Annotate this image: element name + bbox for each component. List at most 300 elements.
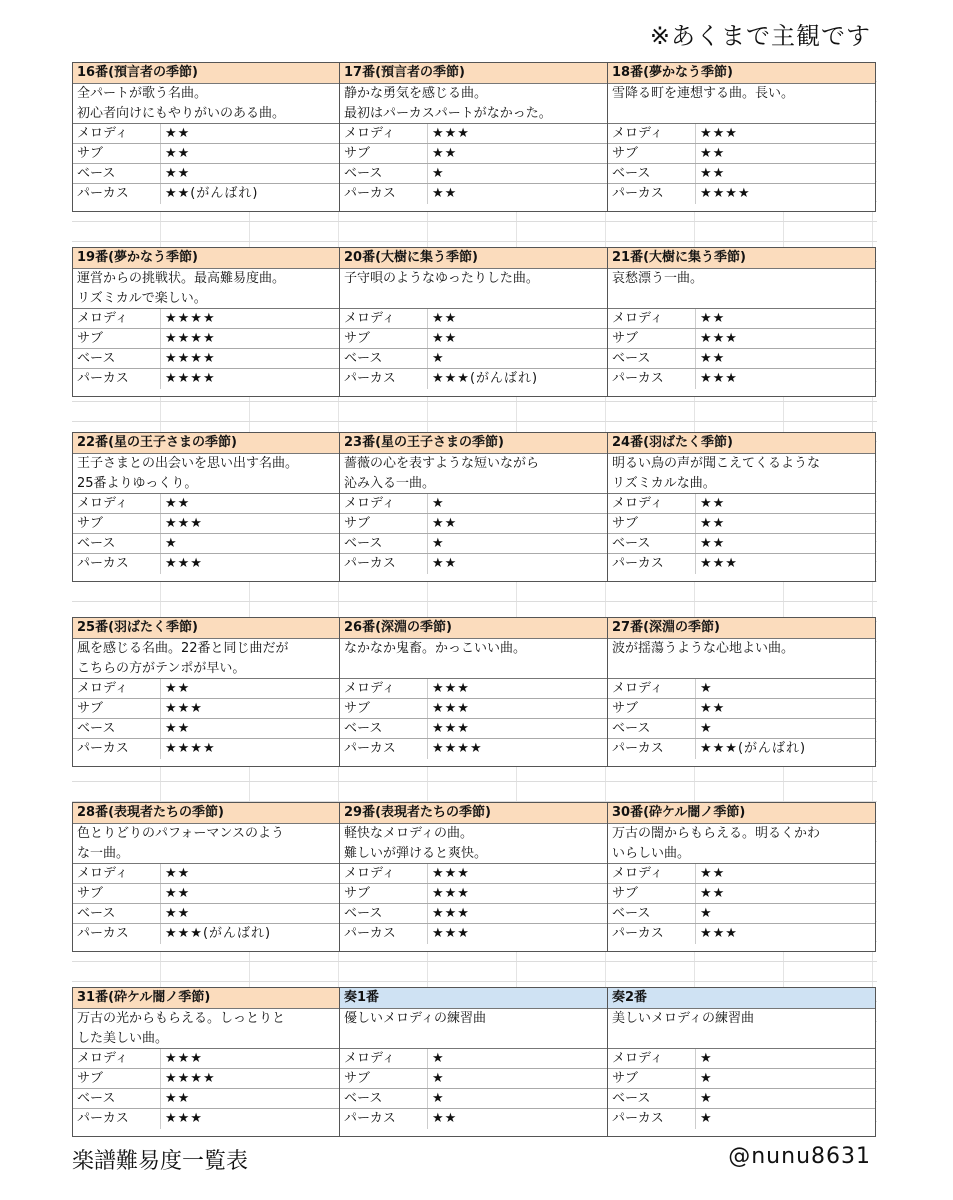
- part-label: サブ: [73, 1069, 161, 1088]
- song-title: 17番(預言者の季節): [340, 63, 607, 84]
- star-rating: ★★★: [165, 556, 203, 571]
- rating-row-sub: [73, 1069, 339, 1089]
- song-title: 18番(夢かなう季節): [608, 63, 875, 84]
- song-card: [607, 987, 876, 1137]
- star-rating: ★★★: [432, 701, 470, 716]
- song-card: [72, 802, 340, 952]
- part-label: メロディ: [340, 864, 428, 883]
- description-line: 軽快なメロディの曲。: [344, 826, 473, 841]
- star-rating: ★★★: [700, 126, 738, 141]
- rating-row-melody: [608, 309, 875, 329]
- song-title: 16番(預言者の季節): [73, 63, 339, 84]
- part-label: メロディ: [73, 1049, 161, 1068]
- star-rating: ★★★: [165, 516, 203, 531]
- star-rating: ★★★: [432, 906, 470, 921]
- song-card: [607, 802, 876, 952]
- star-rating: ★★: [165, 681, 191, 696]
- rating-row-melody: [608, 679, 875, 699]
- star-rating: ★★: [165, 866, 191, 881]
- star-rating: ★★★: [432, 886, 470, 901]
- song-card: [72, 62, 340, 212]
- song-title: 25番(羽ばたく季節): [73, 618, 339, 639]
- description-line: 運営からの挑戦状。最高難易度曲。: [77, 271, 286, 286]
- part-label: メロディ: [73, 124, 161, 143]
- song-description: [340, 639, 607, 679]
- part-label: パーカス: [340, 739, 428, 759]
- song-card: [607, 247, 876, 397]
- rating-row-perc: [340, 554, 607, 574]
- star-rating: ★★: [700, 866, 726, 881]
- part-label: メロディ: [73, 494, 161, 513]
- part-label: メロディ: [73, 679, 161, 698]
- part-label: パーカス: [73, 924, 161, 944]
- star-rating: ★: [700, 681, 713, 696]
- song-title: 21番(大樹に集う季節): [608, 248, 875, 269]
- part-label: サブ: [340, 329, 428, 348]
- rating-row-melody: [73, 864, 339, 884]
- description-line: [612, 104, 875, 124]
- description-line: 美しいメロディの練習曲: [612, 1011, 754, 1026]
- song-card: [72, 617, 340, 767]
- song-title: 19番(夢かなう季節): [73, 248, 339, 269]
- rating-row-bass: [340, 534, 607, 554]
- star-rating: ★: [432, 536, 445, 551]
- star-rating: ★: [165, 536, 178, 551]
- part-label: ベース: [340, 1089, 428, 1108]
- star-rating: ★★: [432, 556, 458, 571]
- description-line: 難しいが弾けると爽快。: [344, 846, 488, 861]
- description-line: 明るい鳥の声が聞こえてくるような: [612, 456, 821, 471]
- star-rating: ★★★: [432, 866, 470, 881]
- rating-row-melody: [340, 124, 607, 144]
- star-rating: ★★★★: [165, 351, 216, 366]
- star-rating: ★★: [700, 496, 726, 511]
- rating-row-perc: [73, 184, 339, 204]
- sheet-caption: 楽譜難易度一覧表: [72, 1149, 249, 1174]
- part-label: メロディ: [340, 1049, 428, 1068]
- rating-row-bass: [340, 719, 607, 739]
- song-card: [72, 432, 340, 582]
- star-rating: ★★: [165, 906, 191, 921]
- star-rating: ★: [432, 1071, 445, 1086]
- star-rating: ★★★★: [165, 1071, 216, 1086]
- star-rating: ★★★: [432, 681, 470, 696]
- rating-row-sub: [340, 144, 607, 164]
- star-rating: ★: [700, 1091, 713, 1106]
- rating-row-melody: [73, 494, 339, 514]
- rating-row-bass: [608, 719, 875, 739]
- song-description: [608, 454, 875, 494]
- song-title: 奏2番: [608, 988, 875, 1009]
- rating-row-sub: [73, 514, 339, 534]
- description-line: な一曲。: [77, 846, 130, 861]
- rating-row-sub: [608, 514, 875, 534]
- description-line: 最初はパーカスパートがなかった。: [344, 106, 552, 121]
- part-label: ベース: [608, 1089, 696, 1108]
- description-line: 優しいメロディの練習曲: [344, 1011, 486, 1026]
- star-rating: ★★: [165, 721, 191, 736]
- star-rating: ★★: [165, 886, 191, 901]
- star-rating: ★★: [700, 166, 726, 181]
- part-label: ベース: [608, 164, 696, 183]
- description-line: 雪降る町を連想する曲。長い。: [612, 86, 795, 101]
- description-line: 波が揺蕩うような心地よい曲。: [612, 641, 795, 656]
- rating-row-melody: [340, 309, 607, 329]
- rating-row-sub: [73, 884, 339, 904]
- part-label: パーカス: [73, 1109, 161, 1129]
- star-rating: ★★★: [432, 126, 470, 141]
- song-description: [340, 454, 607, 494]
- rating-row-melody: [608, 864, 875, 884]
- description-line: 子守唄のようなゆったりした曲。: [344, 271, 539, 286]
- part-label: パーカス: [340, 184, 428, 204]
- description-line: [612, 659, 875, 679]
- song-description: [340, 824, 607, 864]
- rating-row-melody: [608, 1049, 875, 1069]
- song-description: [73, 269, 339, 309]
- rating-row-perc: [340, 1109, 607, 1129]
- star-rating: ★★: [165, 496, 191, 511]
- part-label: サブ: [73, 884, 161, 903]
- part-label: サブ: [73, 144, 161, 163]
- part-label: パーカス: [608, 554, 696, 574]
- star-rating: ★★: [700, 311, 726, 326]
- part-label: サブ: [73, 699, 161, 718]
- description-line: なかなか鬼畜。かっこいい曲。: [344, 641, 527, 656]
- part-label: ベース: [73, 719, 161, 738]
- part-label: メロディ: [73, 864, 161, 883]
- song-card: [339, 62, 608, 212]
- part-label: メロディ: [340, 124, 428, 143]
- part-label: パーカス: [608, 184, 696, 204]
- description-line: 沁み入る一曲。: [344, 476, 436, 491]
- rating-row-bass: [73, 164, 339, 184]
- song-title: 24番(羽ばたく季節): [608, 433, 875, 454]
- star-rating: ★★★★: [432, 741, 483, 756]
- rating-row-sub: [73, 144, 339, 164]
- song-description: [340, 1009, 607, 1049]
- rating-row-sub: [340, 1069, 607, 1089]
- star-rating: ★: [432, 1091, 445, 1106]
- rating-row-perc: [608, 1109, 875, 1129]
- description-line: [344, 289, 607, 309]
- star-rating: ★★: [432, 311, 458, 326]
- description-line: リズミカルで楽しい。: [77, 291, 207, 306]
- description-line: 全パートが歌う名曲。: [77, 86, 208, 101]
- part-label: ベース: [608, 904, 696, 923]
- star-rating: ★★★: [165, 1051, 203, 1066]
- rating-row-perc: [73, 554, 339, 574]
- part-label: メロディ: [340, 679, 428, 698]
- part-label: パーカス: [608, 739, 696, 759]
- rating-row-sub: [608, 144, 875, 164]
- song-description: [73, 454, 339, 494]
- part-label: サブ: [340, 699, 428, 718]
- part-label: サブ: [73, 329, 161, 348]
- song-description: [608, 269, 875, 309]
- song-title: 27番(深淵の季節): [608, 618, 875, 639]
- part-label: サブ: [608, 699, 696, 718]
- song-card: [339, 617, 608, 767]
- star-rating: ★★★(がんばれ): [165, 926, 272, 941]
- part-label: パーカス: [608, 924, 696, 944]
- song-title: 20番(大樹に集う季節): [340, 248, 607, 269]
- part-label: メロディ: [73, 309, 161, 328]
- song-title: 29番(表現者たちの季節): [340, 803, 607, 824]
- star-rating: ★★: [700, 536, 726, 551]
- part-label: ベース: [73, 349, 161, 368]
- part-label: ベース: [73, 534, 161, 553]
- part-label: サブ: [608, 144, 696, 163]
- description-line: 25番よりゆっくり。: [77, 476, 198, 491]
- rating-row-sub: [608, 884, 875, 904]
- description-line: [344, 1029, 607, 1049]
- star-rating: ★★★: [700, 556, 738, 571]
- description-line: こちらの方がテンポが早い。: [77, 661, 246, 676]
- song-title: 31番(砕ケル闇ノ季節): [73, 988, 339, 1009]
- rating-row-bass: [73, 904, 339, 924]
- rating-row-perc: [608, 369, 875, 389]
- star-rating: ★★★: [700, 926, 738, 941]
- star-rating: ★★★★: [165, 331, 216, 346]
- part-label: パーカス: [340, 924, 428, 944]
- rating-row-perc: [73, 1109, 339, 1129]
- part-label: ベース: [340, 904, 428, 923]
- description-line: 色とりどりのパフォーマンスのよう: [77, 826, 284, 841]
- song-grid: [72, 62, 876, 1137]
- description-line: [344, 659, 607, 679]
- song-description: [73, 1009, 339, 1049]
- rating-row-bass: [340, 904, 607, 924]
- star-rating: ★★: [700, 886, 726, 901]
- rating-row-perc: [340, 184, 607, 204]
- song-description: [608, 1009, 875, 1049]
- rating-row-melody: [608, 124, 875, 144]
- star-rating: ★★: [165, 166, 191, 181]
- part-label: パーカス: [608, 1109, 696, 1129]
- disclaimer-note: ※あくまで主観です: [649, 22, 871, 50]
- star-rating: ★★★: [432, 926, 470, 941]
- rating-row-bass: [73, 349, 339, 369]
- part-label: サブ: [340, 884, 428, 903]
- part-label: ベース: [73, 164, 161, 183]
- song-description: [340, 269, 607, 309]
- song-card: [72, 247, 340, 397]
- rating-row-melody: [73, 1049, 339, 1069]
- rating-row-bass: [340, 164, 607, 184]
- part-label: サブ: [340, 144, 428, 163]
- song-title: 30番(砕ケル闇ノ季節): [608, 803, 875, 824]
- part-label: パーカス: [340, 554, 428, 574]
- part-label: サブ: [608, 329, 696, 348]
- rating-row-bass: [73, 534, 339, 554]
- description-line: [612, 289, 875, 309]
- description-line: 薔薇の心を表すような短いながら: [344, 456, 540, 471]
- star-rating: ★★: [165, 126, 191, 141]
- star-rating: ★★★: [432, 721, 470, 736]
- rating-row-perc: [608, 554, 875, 574]
- star-rating: ★: [700, 1111, 713, 1126]
- rating-row-bass: [608, 349, 875, 369]
- song-description: [340, 84, 607, 124]
- star-rating: ★★: [700, 701, 726, 716]
- part-label: パーカス: [340, 1109, 428, 1129]
- rating-row-sub: [608, 699, 875, 719]
- star-rating: ★★★: [165, 701, 203, 716]
- rating-row-sub: [340, 329, 607, 349]
- rating-row-sub: [340, 699, 607, 719]
- star-rating: ★: [432, 1051, 445, 1066]
- part-label: メロディ: [608, 864, 696, 883]
- star-rating: ★: [432, 351, 445, 366]
- star-rating: ★★: [432, 331, 458, 346]
- song-card: [339, 987, 608, 1137]
- song-description: [73, 84, 339, 124]
- part-label: サブ: [608, 1069, 696, 1088]
- description-line: した美しい曲。: [77, 1031, 169, 1046]
- part-label: サブ: [340, 1069, 428, 1088]
- star-rating: ★★★(がんばれ): [432, 371, 539, 386]
- part-label: サブ: [73, 514, 161, 533]
- part-label: パーカス: [73, 554, 161, 574]
- part-label: ベース: [340, 719, 428, 738]
- song-title: 28番(表現者たちの季節): [73, 803, 339, 824]
- star-rating: ★★★★: [165, 311, 216, 326]
- part-label: パーカス: [73, 184, 161, 204]
- spreadsheet: [72, 62, 877, 1130]
- star-rating: ★★(がんばれ): [165, 186, 259, 201]
- song-description: [608, 639, 875, 679]
- star-rating: ★★: [700, 351, 726, 366]
- rating-row-bass: [608, 534, 875, 554]
- song-card: [607, 62, 876, 212]
- description-line: 静かな勇気を感じる曲。: [344, 86, 488, 101]
- part-label: メロディ: [608, 1049, 696, 1068]
- song-card: [339, 247, 608, 397]
- part-label: ベース: [73, 1089, 161, 1108]
- song-title: 26番(深淵の季節): [340, 618, 607, 639]
- star-rating: ★★: [432, 146, 458, 161]
- part-label: メロディ: [608, 309, 696, 328]
- rating-row-melody: [608, 494, 875, 514]
- rating-row-melody: [340, 1049, 607, 1069]
- song-title: 奏1番: [340, 988, 607, 1009]
- rating-row-perc: [73, 924, 339, 944]
- song-card: [607, 617, 876, 767]
- description-line: 風を感じる名曲。22番と同じ曲だが: [77, 641, 289, 656]
- rating-row-melody: [73, 679, 339, 699]
- part-label: ベース: [73, 904, 161, 923]
- rating-row-perc: [340, 739, 607, 759]
- rating-row-melody: [73, 124, 339, 144]
- rating-row-bass: [340, 1089, 607, 1109]
- part-label: ベース: [608, 349, 696, 368]
- part-label: サブ: [608, 884, 696, 903]
- part-label: パーカス: [73, 369, 161, 389]
- rating-row-perc: [608, 924, 875, 944]
- part-label: サブ: [340, 514, 428, 533]
- rating-row-sub: [73, 329, 339, 349]
- song-card: [72, 987, 340, 1137]
- rating-row-perc: [608, 184, 875, 204]
- star-rating: ★★★★: [165, 741, 216, 756]
- star-rating: ★: [700, 906, 713, 921]
- rating-row-sub: [340, 514, 607, 534]
- part-label: ベース: [340, 534, 428, 553]
- part-label: パーカス: [608, 369, 696, 389]
- part-label: メロディ: [340, 309, 428, 328]
- description-line: [612, 1029, 875, 1049]
- star-rating: ★★★★: [165, 371, 216, 386]
- star-rating: ★★: [700, 146, 726, 161]
- part-label: メロディ: [608, 494, 696, 513]
- song-description: [608, 84, 875, 124]
- part-label: ベース: [340, 349, 428, 368]
- rating-row-melody: [340, 864, 607, 884]
- star-rating: ★★★(がんばれ): [700, 741, 807, 756]
- rating-row-sub: [608, 329, 875, 349]
- description-line: 哀愁漂う一曲。: [612, 271, 704, 286]
- star-rating: ★★: [432, 186, 458, 201]
- description-line: リズミカルな曲。: [612, 476, 716, 491]
- rating-row-bass: [73, 1089, 339, 1109]
- rating-row-bass: [608, 904, 875, 924]
- song-card: [607, 432, 876, 582]
- rating-row-bass: [608, 164, 875, 184]
- rating-row-perc: [340, 369, 607, 389]
- part-label: メロディ: [608, 124, 696, 143]
- description-line: 王子さまとの出会いを思い出す名曲。: [77, 456, 299, 471]
- song-card: [339, 432, 608, 582]
- part-label: ベース: [608, 719, 696, 738]
- rating-row-melody: [340, 679, 607, 699]
- star-rating: ★★★: [700, 331, 738, 346]
- rating-row-sub: [73, 699, 339, 719]
- song-description: [73, 824, 339, 864]
- rating-row-melody: [340, 494, 607, 514]
- rating-row-bass: [73, 719, 339, 739]
- part-label: メロディ: [608, 679, 696, 698]
- rating-row-melody: [73, 309, 339, 329]
- description-line: 万古の光からもらえる。しっとりと: [77, 1011, 286, 1026]
- rating-row-bass: [340, 349, 607, 369]
- star-rating: ★★: [165, 1091, 191, 1106]
- part-label: メロディ: [340, 494, 428, 513]
- star-rating: ★★★: [165, 1111, 203, 1126]
- song-description: [608, 824, 875, 864]
- description-line: 初心者向けにもやりがいのある曲。: [77, 106, 286, 121]
- rating-row-perc: [73, 739, 339, 759]
- star-rating: ★: [432, 166, 445, 181]
- star-rating: ★★★: [700, 371, 738, 386]
- part-label: ベース: [340, 164, 428, 183]
- rating-row-bass: [608, 1089, 875, 1109]
- part-label: サブ: [608, 514, 696, 533]
- song-description: [73, 639, 339, 679]
- part-label: パーカス: [73, 739, 161, 759]
- star-rating: ★★: [700, 516, 726, 531]
- star-rating: ★: [700, 721, 713, 736]
- author-handle: @nunu8631: [728, 1144, 871, 1169]
- star-rating: ★★: [432, 1111, 458, 1126]
- star-rating: ★: [700, 1071, 713, 1086]
- star-rating: ★: [432, 496, 445, 511]
- star-rating: ★★: [165, 146, 191, 161]
- description-line: 万古の闇からもらえる。明るくかわ: [612, 826, 821, 841]
- rating-row-perc: [73, 369, 339, 389]
- rating-row-sub: [608, 1069, 875, 1089]
- star-rating: ★: [700, 1051, 713, 1066]
